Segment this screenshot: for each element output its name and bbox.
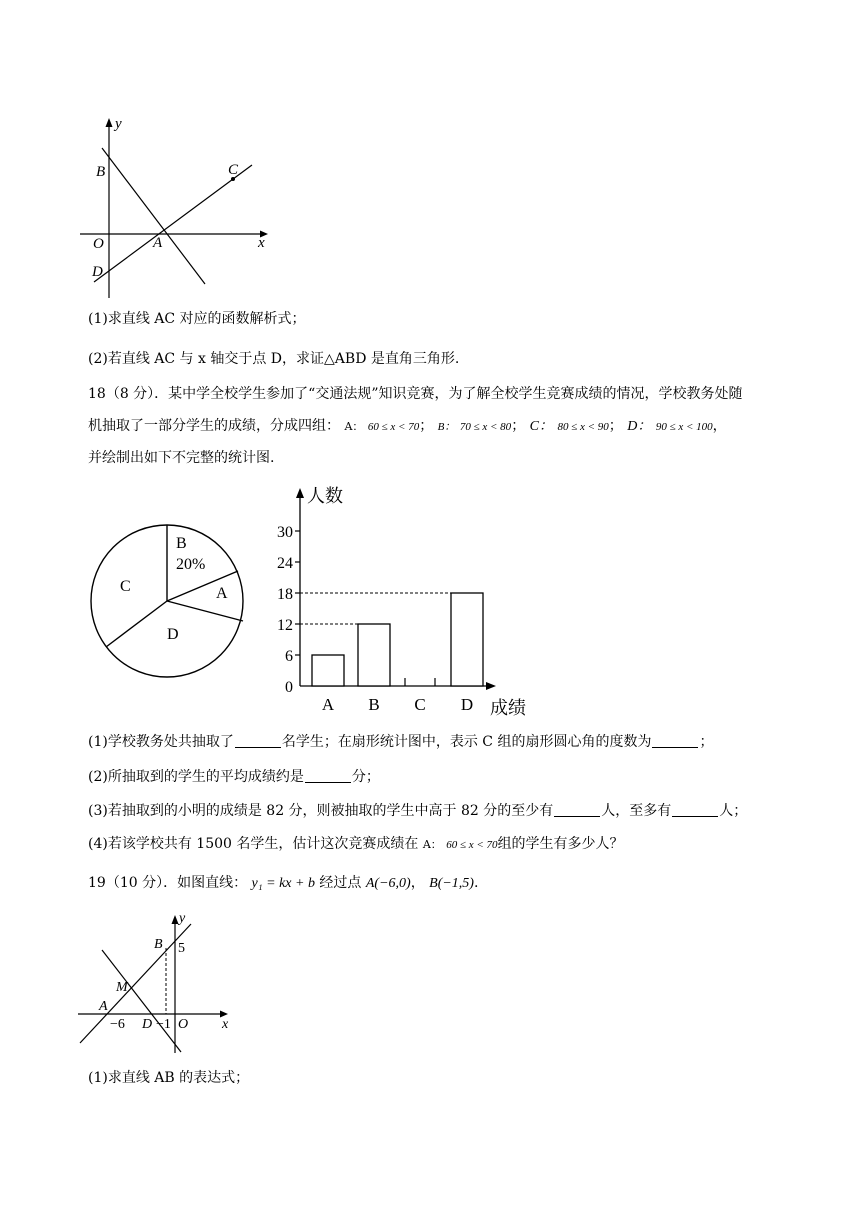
q17-part1: (1)求直线 AC 对应的函数解析式； xyxy=(88,311,306,327)
label-x: x xyxy=(258,235,265,251)
q18-part4-text-a: (4)若该学校共有 1500 名学生，估计这次竞赛成绩在 xyxy=(88,836,419,852)
q18-part3-text-b: 人，至多有 xyxy=(601,803,672,819)
q18-part3-text-c: 人； xyxy=(719,803,748,819)
y-tick-label-12: 12 xyxy=(277,617,293,634)
y-axis-arrow xyxy=(106,118,113,127)
line-m xyxy=(102,950,181,1052)
pie-divider-ad xyxy=(167,601,243,621)
label-y: y xyxy=(115,116,122,132)
label-a: A xyxy=(153,235,163,251)
y-tick-label-0: 0 xyxy=(285,679,293,696)
x-tick-label-b: B xyxy=(368,695,380,714)
q18-part4 xyxy=(88,834,624,855)
q18-part2-text-b: 分； xyxy=(351,769,380,785)
q19-point-b: B(−1,5) xyxy=(429,876,474,891)
q18-part1-text-a: (1)学校教务处共抽取了 xyxy=(88,734,234,750)
y-tick-label-18: 18 xyxy=(277,586,293,603)
q19-intro-text-b: 经过点 xyxy=(319,875,362,891)
pie-label-d: D xyxy=(167,626,179,643)
answer-blank-total[interactable] xyxy=(235,733,281,748)
q18-part2 xyxy=(88,767,380,787)
answer-blank-angle[interactable] xyxy=(652,733,698,748)
group-a-label: A： xyxy=(344,420,364,433)
q19-part1: (1)求直线 AB 的表达式； xyxy=(88,1070,250,1086)
bar-d xyxy=(451,593,483,686)
figure-line-graph-1 xyxy=(80,110,280,300)
pie-label-b-percent: 20% xyxy=(176,556,206,573)
x-tick-label-d: D xyxy=(460,695,474,714)
q18-part4-text-b: 组的学生有多少人？ xyxy=(497,836,624,852)
q19-equation: y₁ = kx + b xyxy=(251,876,315,891)
group-c-label: C： xyxy=(529,419,553,434)
q18-part1-text-c: ； xyxy=(699,734,714,750)
q18-part2-text-a: (2)所抽取到的学生的平均成绩约是 xyxy=(88,769,304,785)
answer-blank-average[interactable] xyxy=(305,768,351,783)
line-ba xyxy=(102,148,205,284)
y-axis-arrow xyxy=(296,488,304,498)
label-d: D xyxy=(92,264,103,280)
y-tick-label-24: 24 xyxy=(277,555,293,572)
label-neg1: −1 xyxy=(156,1017,171,1032)
answer-blank-max[interactable] xyxy=(672,802,718,817)
x-tick-label-c: C xyxy=(414,695,426,714)
q18-part4-range: 60 ≤ x < 70 xyxy=(446,839,498,851)
answer-blank-min[interactable] xyxy=(554,802,600,817)
group-a-range: 60 ≤ x < 70 xyxy=(367,421,420,433)
bar-chart xyxy=(262,478,537,720)
q18-part3 xyxy=(88,801,747,821)
label-b: B xyxy=(154,937,163,952)
x-tick-label-a: A xyxy=(321,695,335,714)
y-axis-arrow xyxy=(172,915,179,924)
q18-part1-text-b: 名学生；在扇形统计图中，表示 C 组的扇形圆心角的度数为 xyxy=(281,734,652,750)
q18-part1 xyxy=(88,732,713,752)
group-d-label: D： xyxy=(627,419,652,434)
group-b-label: B： xyxy=(437,421,456,433)
y-tick-label-6: 6 xyxy=(285,648,293,665)
pie-chart xyxy=(85,515,250,680)
label-o: O xyxy=(93,236,104,252)
label-five: 5 xyxy=(178,941,185,956)
q18-part3-text-a: (3)若抽取到的小明的成绩是 82 分，则被抽取的学生中高于 82 分的至少有 xyxy=(88,803,554,819)
label-a: A xyxy=(99,999,108,1014)
pie-label-a: A xyxy=(216,585,228,602)
q18-part4-group: A： xyxy=(422,838,442,851)
label-o: O xyxy=(178,1017,189,1032)
q18-intro-line2: 机抽取了一部分学生的成绩，分成四组： A： 60 ≤ x < 70； B： 70 ≤ x < 80； C： 80 ≤ x < 90； D： 90 ≤ x < 100， xyxy=(88,418,727,434)
q19-intro: 19（10 分）．如图直线： y₁ = kx + b 经过点 A(−6,0)， B(−1,5). xyxy=(88,875,479,891)
pie-divider-cd xyxy=(106,601,167,647)
label-m: M xyxy=(116,980,128,995)
group-c-range: 80 ≤ x < 90 xyxy=(557,421,609,433)
group-d-range: 90 ≤ x < 100 xyxy=(655,421,713,433)
label-neg6: −6 xyxy=(110,1017,125,1032)
group-b-range: 70 ≤ x < 80 xyxy=(459,421,512,433)
q17-part2: (2)若直线 AC 与 x 轴交于点 D，求证△ABD 是直角三角形. xyxy=(88,351,460,367)
line-dc xyxy=(94,165,252,282)
q19-point-a: A(−6,0) xyxy=(365,876,411,891)
bar-b xyxy=(358,624,390,686)
q18-intro-line3: 并绘制出如下不完整的统计图. xyxy=(88,450,275,466)
x-axis-arrow xyxy=(486,682,496,690)
pie-label-b: B xyxy=(176,535,187,552)
label-y: y xyxy=(179,911,186,926)
label-b: B xyxy=(96,164,106,180)
pie-label-c: C xyxy=(120,578,131,595)
bar-a xyxy=(312,655,344,686)
figure-line-graph-2 xyxy=(74,908,244,1058)
q19-intro-text: 19（10 分）．如图直线： xyxy=(88,875,248,891)
line-ab xyxy=(80,924,191,1043)
label-c: C xyxy=(228,162,239,178)
y-axis-label: 人数 xyxy=(307,486,343,506)
label-d: D xyxy=(142,1017,153,1032)
label-x: x xyxy=(222,1017,229,1032)
q18-intro-line1: 18（8 分）．某中学全校学生参加了“交通法规”知识竞赛，为了解全校学生竞赛成绩的情况，学校教务处随 xyxy=(88,386,743,402)
y-tick-label-30: 30 xyxy=(277,524,293,541)
x-axis-label: 成绩 xyxy=(490,698,526,718)
q18-intro-text: 机抽取了一部分学生的成绩，分成四组： xyxy=(88,418,340,434)
